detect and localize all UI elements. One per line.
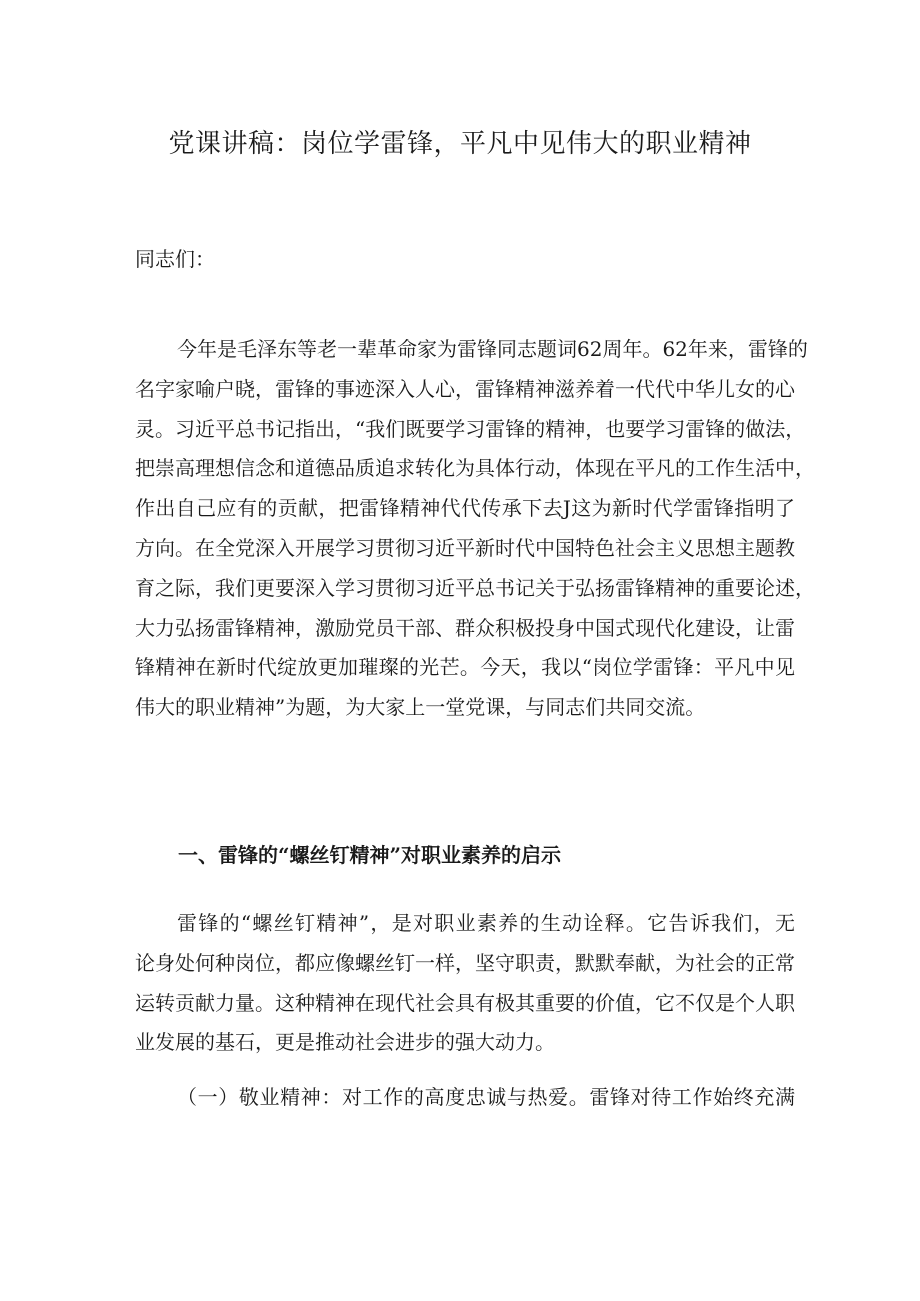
paragraph-subsection1 [135,1078,795,1118]
paragraph-line: 大力弘扬雷锋精神，激励党员干部、群众积极投身中国式现代化建设，让雷 [135,615,795,640]
paragraph-line: 业发展的基石，更是推动社会进步的强大动力。 [135,1030,555,1055]
paragraph-intro [135,330,815,728]
paragraph-line: 锋精神在新时代绽放更加璀璨的光芒。今天，我以“岗位学雷锋：平凡中见 [135,655,795,680]
document-title: 党课讲稿：岗位学雷锋，平凡中见伟大的职业精神 [168,129,752,159]
paragraph-line: 把崇高理想信念和道德品质追求转化为具体行动，体现在平凡的工作生活中， [135,456,815,481]
paragraph-line: 运转贡献力量。这种精神在现代社会具有极其重要的价值，它不仅是个人职 [135,990,795,1015]
paragraph-line: 论身处何种岗位，都应像螺丝钉一样，坚守职责，默默奉献，为社会的正常 [135,950,795,975]
paragraph-section1 [135,904,795,1063]
paragraph-line: 作出自己应有的贡献，把雷锋精神代代传承下去J这为新时代学雷锋指明了 [135,496,795,521]
paragraph-line: 名字家喻户晓，雷锋的事迹深入人心，雷锋精神滋养着一代代中华儿女的心 [135,376,795,401]
paragraph-line: 灵。习近平总书记指出，“我们既要学习雷锋的精神，也要学习雷锋的做法， [135,416,806,441]
paragraph-line: 育之际，我们更要深入学习贯彻习近平总书记关于弘扬雷锋精神的重要论述， [135,575,815,600]
paragraph-line: 方向。在全党深入开展学习贯彻习近平新时代中国特色社会主义思想主题教 [135,535,795,560]
paragraph-line: 雷锋的“螺丝钉精神”，是对职业素养的生动诠释。它告诉我们，无 [177,911,795,935]
paragraph-line: 伟大的职业精神”为题，为大家上一堂党课，与同志们共同交流。 [135,695,706,720]
paragraph-line: （一）敬业精神：对工作的高度忠诚与热爱。雷锋对待工作始终充满 [177,1085,795,1109]
section-heading: 一、雷锋的“螺丝钉精神”对职业素养的启示 [178,843,562,867]
greeting: 同志们： [135,247,215,271]
paragraph-line: 今年是毛泽东等老一辈革命家为雷锋同志题词62周年。62年来，雷锋的 [177,337,808,361]
